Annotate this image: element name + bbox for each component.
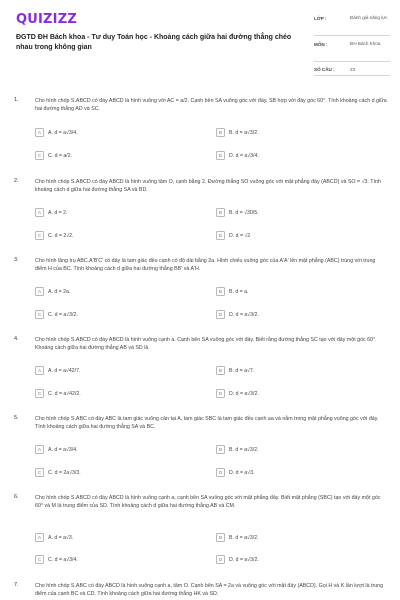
- option-text: B. d = a.: [229, 289, 249, 295]
- option-letter-box: C: [35, 555, 44, 564]
- option-letter-box: D: [216, 468, 225, 477]
- option-letter-box: A: [35, 533, 44, 542]
- option-text: D. d = a√3/2.: [229, 391, 259, 397]
- option-letter-box: C: [35, 151, 44, 160]
- option-text: D. d = √2.: [229, 233, 252, 239]
- question-number: 4.: [14, 336, 19, 342]
- option-letter-box: A: [35, 445, 44, 454]
- option-letter-box: D: [216, 310, 225, 319]
- question-text: Cho hình chóp S.ABCD có đáy ABCD là hình vuông cạnh a, cạnh bên SA vuông góc với mặt phẳng đáy. Biết mặt phẳng (SBC) tạo với đáy một góc 60° và M là trung điểm của SD. Tính khoảng cách d giữa hai đường thẳng AB và CM.: [35, 495, 381, 509]
- option-text: B. d = a√3/2.: [229, 130, 259, 136]
- option-text: C. d = a√3/2.: [48, 312, 78, 318]
- option-text: C. d = a√42/2.: [48, 391, 81, 397]
- option-text: A. d = a√3/4.: [48, 130, 78, 136]
- option-letter-box: B: [216, 128, 225, 137]
- option-letter-box: A: [35, 128, 44, 137]
- meta-divider: [314, 75, 390, 76]
- meta-divider: [314, 35, 390, 36]
- option-text: B. d = a√3/2.: [229, 447, 259, 453]
- option-letter-box: A: [35, 366, 44, 375]
- option-letter-box: C: [35, 389, 44, 398]
- option-text: B. d = a√3/2.: [229, 535, 259, 541]
- option-text: C. d = 2√2.: [48, 233, 74, 239]
- question-number: 7.: [14, 582, 19, 588]
- option-letter-box: D: [216, 389, 225, 398]
- option-text: A. d = a√3/4.: [48, 447, 78, 453]
- option-text: D. d = a√3/2.: [229, 312, 259, 318]
- question-number: 1.: [14, 97, 19, 103]
- option-letter-box: D: [216, 231, 225, 240]
- meta-subject-label: MÔN :: [314, 42, 328, 47]
- option-letter-box: B: [216, 533, 225, 542]
- option-text: C. d = 2a√3/3.: [48, 470, 81, 476]
- option-text: A. d = 2a.: [48, 289, 71, 295]
- quizizz-logo: QUIZIZZ: [16, 12, 77, 27]
- option-text: D. d = a√3/2.: [229, 557, 259, 563]
- option-letter-box: B: [216, 366, 225, 375]
- meta-class-value: Đánh giá năng lực: [350, 15, 388, 20]
- option-letter-box: D: [216, 151, 225, 160]
- option-letter-box: D: [216, 555, 225, 564]
- option-letter-box: C: [35, 231, 44, 240]
- option-letter-box: C: [35, 310, 44, 319]
- question-text: Cho hình chóp S.ABCD có đáy ABCD là hình vuông với AC = a/2. Cạnh bên SA vuông góc với đáy, SB hợp với đáy góc 60°. Tính khoảng cách d giữa hai đường thẳng AD và SC.: [35, 98, 387, 112]
- document-title: ĐGTD ĐH Bách khoa - Tư duy Toán học - Khoảng cách giữa hai đường thẳng chéo nhau trong không gian: [16, 34, 292, 51]
- option-letter-box: A: [35, 208, 44, 217]
- question-text: Cho hình chóp S.ABCD có đáy ABCD là hình vuông tâm O, cạnh bằng 2. Đường thẳng SO vuông góc với mặt phẳng đáy (ABCD) và SO = √3. Tính khoảng cách d giữa hai đường thẳng SA và BD.: [35, 179, 381, 193]
- question-number: 3.: [14, 257, 19, 263]
- question-text: Cho hình chóp S.ABC có đáy ABCD là hình vuông cạnh a, tâm O. Cạnh bên SA = 2a và vuông góc với mặt đáy (ABCD). Gọi H và K lần lượt là trung điểm của cạnh BC và CD. Tính khoảng cách giữa hai đường thẳng HK và SD.: [35, 583, 384, 597]
- option-text: B. d = a√7.: [229, 368, 255, 374]
- meta-subject-value: ĐH Bách Khoa: [350, 41, 381, 46]
- question-text: Cho hình chóp S.ABC có đáy ABC là tam giác vuông cân tại A, tam giác SBC là tam giác đều cạnh aa và nằm trong mặt phẳng vuông góc với đáy. Tính khoảng cách giữa hai đường thẳng SA và BC.: [35, 416, 379, 430]
- option-letter-box: A: [35, 287, 44, 296]
- meta-class-label: LỚP :: [314, 16, 327, 21]
- option-text: C. d = a/2.: [48, 153, 73, 159]
- document-header: [0, 0, 400, 80]
- option-text: B. d = √30/5.: [229, 210, 259, 216]
- option-letter-box: B: [216, 445, 225, 454]
- option-text: A. d = a√42/7.: [48, 368, 81, 374]
- meta-divider: [314, 61, 390, 62]
- question-text: Cho hình chóp S.ABCD có đáy ABCD là hình vuông cạnh a. Cạnh bên SA vuông góc với đáy. Biết rằng đường thẳng SC tạo với đáy một góc 60°. Khoảng cách giữa hai đường thẳng AB và SD là: [35, 337, 377, 351]
- question-text: Cho hình lăng trụ ABC.A'B'C' có đáy là tam giác đều cạnh có độ dài bằng 2a. Hình chiếu vuông góc của A'A' lên mặt phẳng (ABC) trùng với trung điểm H của BC. Tính khoảng cách d giữa hai đường thẳng BB' và A'H.: [35, 258, 376, 272]
- option-text: D. d = a√3.: [229, 470, 255, 476]
- option-letter-box: B: [216, 208, 225, 217]
- question-number: 2.: [14, 178, 19, 184]
- option-letter-box: B: [216, 287, 225, 296]
- option-text: D. d = a√3/4.: [229, 153, 259, 159]
- option-text: A. d = a√3.: [48, 535, 74, 541]
- option-text: C. d = a√3/4.: [48, 557, 78, 563]
- option-letter-box: C: [35, 468, 44, 477]
- question-number: 6.: [14, 494, 19, 500]
- meta-count-label: SỐ CÂU :: [314, 67, 335, 72]
- question-number: 5.: [14, 415, 19, 421]
- option-text: A. d = 2.: [48, 210, 68, 216]
- meta-count-value: 23: [350, 67, 356, 72]
